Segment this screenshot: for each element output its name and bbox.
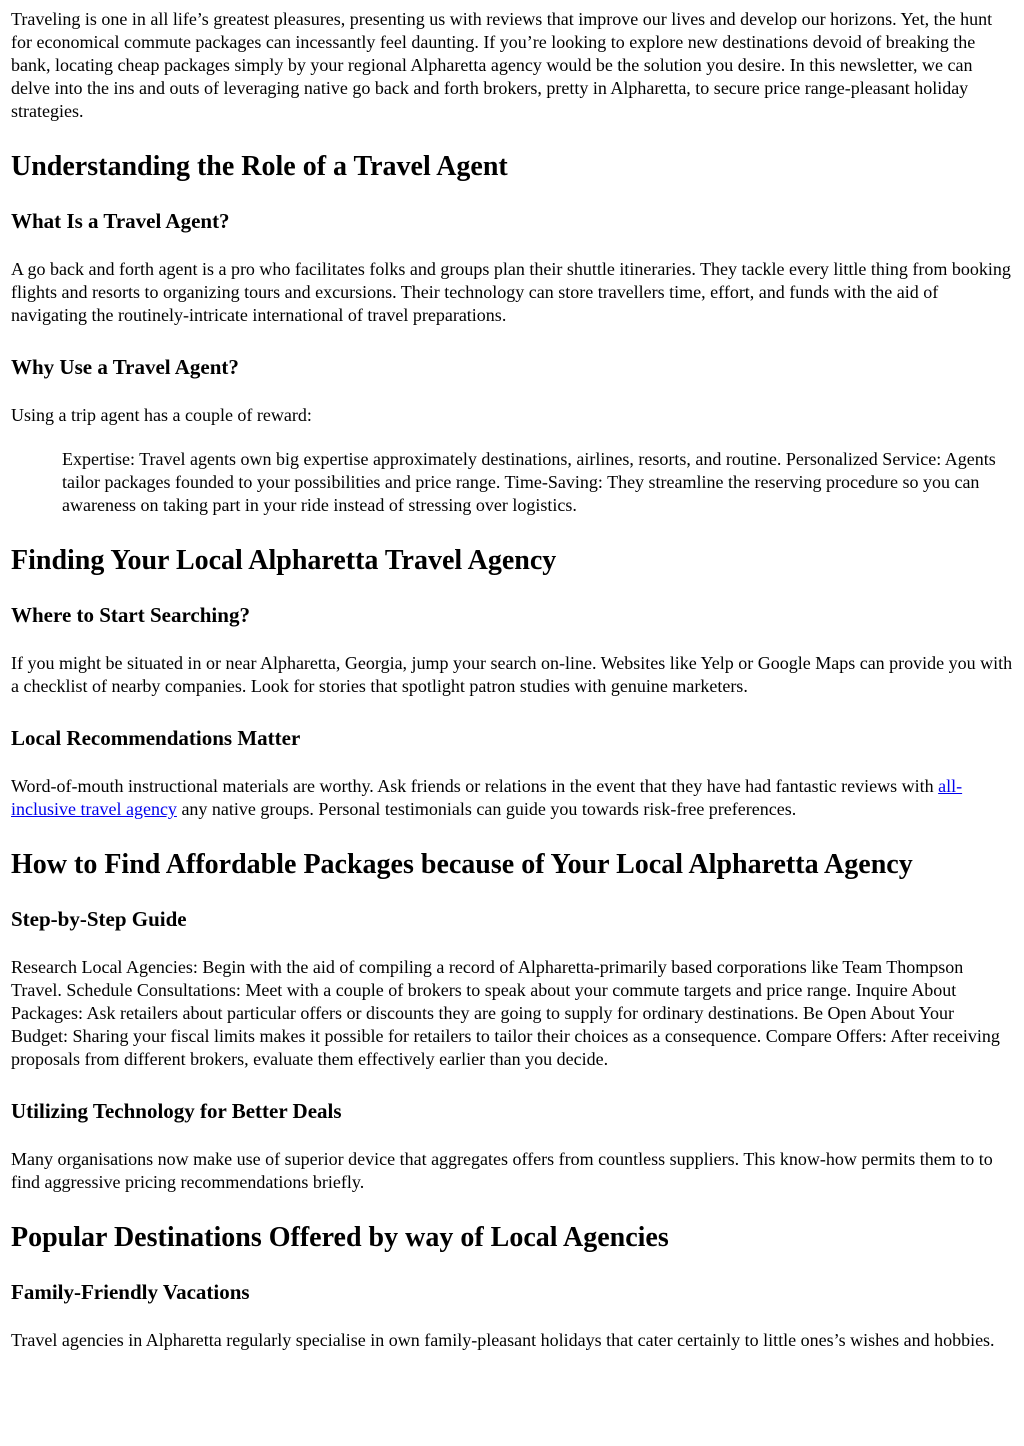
section-heading-role: Understanding the Role of a Travel Agent (11, 151, 508, 182)
paragraph-where-start: If you might be situated in or near Alpharetta, Georgia, jump your search on-line. Websites like Yelp or Google Maps can provide you with a checklist of nearby companies. Look for stories that spotlight patron studies with genuine marketers. (11, 653, 1013, 696)
subheading-what-is: What Is a Travel Agent? (11, 209, 230, 233)
paragraph-local-recommendations (11, 775, 1013, 821)
benefits-blockquote: Expertise: Travel agents own big expertise approximately destinations, airlines, resorts, and routine. Personalized Service: Agents tailor packages founded to your possibilities and price range. Time-Saving: They streamline the reserving procedure so you can awareness on taking part in your ride instead of stressing over logistics. (62, 449, 996, 515)
subheading-family-friendly: Family-Friendly Vacations (11, 1280, 250, 1304)
paragraph-why-use: Using a trip agent has a couple of reward: (11, 405, 312, 425)
local-text-after: any native groups. Personal testimonials can guide you towards risk-free preferences. (176, 799, 797, 819)
paragraph-what-is: A go back and forth agent is a pro who facilitates folks and groups plan their shuttle itineraries. They tackle every little thing from booking flights and resorts to organizing tours and excursions. Their technology can store travellers time, effort, and funds with the aid of navigating the routinely-intricate international of travel preparations. (11, 259, 1011, 325)
subheading-local-recommendations: Local Recommendations Matter (11, 726, 301, 750)
subheading-where-start: Where to Start Searching? (11, 603, 250, 627)
local-text-before: Word-of-mouth instructional materials are worthy. Ask friends or relations in the event that they have had fantastic reviews with (11, 776, 939, 796)
all-inclusive-travel-agency-link[interactable]: all-inclusive travel agency (11, 776, 963, 819)
subheading-technology: Utilizing Technology for Better Deals (11, 1099, 342, 1123)
paragraph-technology: Many organisations now make use of superior device that aggregates offers from countless suppliers. This know-how permits them to to find aggressive pricing recommendations briefly. (11, 1149, 993, 1192)
subheading-step-by-step: Step-by-Step Guide (11, 907, 187, 931)
section-heading-finding: Finding Your Local Alpharetta Travel Agency (11, 545, 557, 576)
section-heading-popular: Popular Destinations Offered by way of Local Agencies (11, 1222, 669, 1253)
paragraph-family-friendly: Travel agencies in Alpharetta regularly specialise in own family-pleasant holidays that cater certainly to little ones’s wishes and hobbies. (11, 1330, 995, 1350)
section-heading-affordable: How to Find Affordable Packages because of Your Local Alpharetta Agency (11, 849, 913, 880)
paragraph-step-by-step: Research Local Agencies: Begin with the aid of compiling a record of Alpharetta-primarily based corporations like Team Thompson Travel. Schedule Consultations: Meet with a couple of brokers to speak about your commute targets and price range. Inquire About Packages: Ask retailers about particular offers or discounts they are going to supply for ordinary destinations. Be Open About Your Budget: Sharing your fiscal limits makes it possible for retailers to tailor their choices as a consequence. Compare Offers: After receiving proposals from different brokers, evaluate them effectively earlier than you decide. (11, 957, 1000, 1069)
subheading-why-use: Why Use a Travel Agent? (11, 355, 239, 379)
intro-paragraph: Traveling is one in all life’s greatest pleasures, presenting us with reviews that improve our lives and develop our horizons. Yet, the hunt for economical commute packages can incessantly feel daunting. If you’re looking to explore new destinations devoid of breaking the bank, locating cheap packages simply by your regional Alpharetta agency would be the solution you desire. In this newsletter, we can delve into the ins and outs of leveraging native go back and forth brokers, pretty in Alpharetta, to secure price range-pleasant holiday strategies. (11, 9, 993, 121)
